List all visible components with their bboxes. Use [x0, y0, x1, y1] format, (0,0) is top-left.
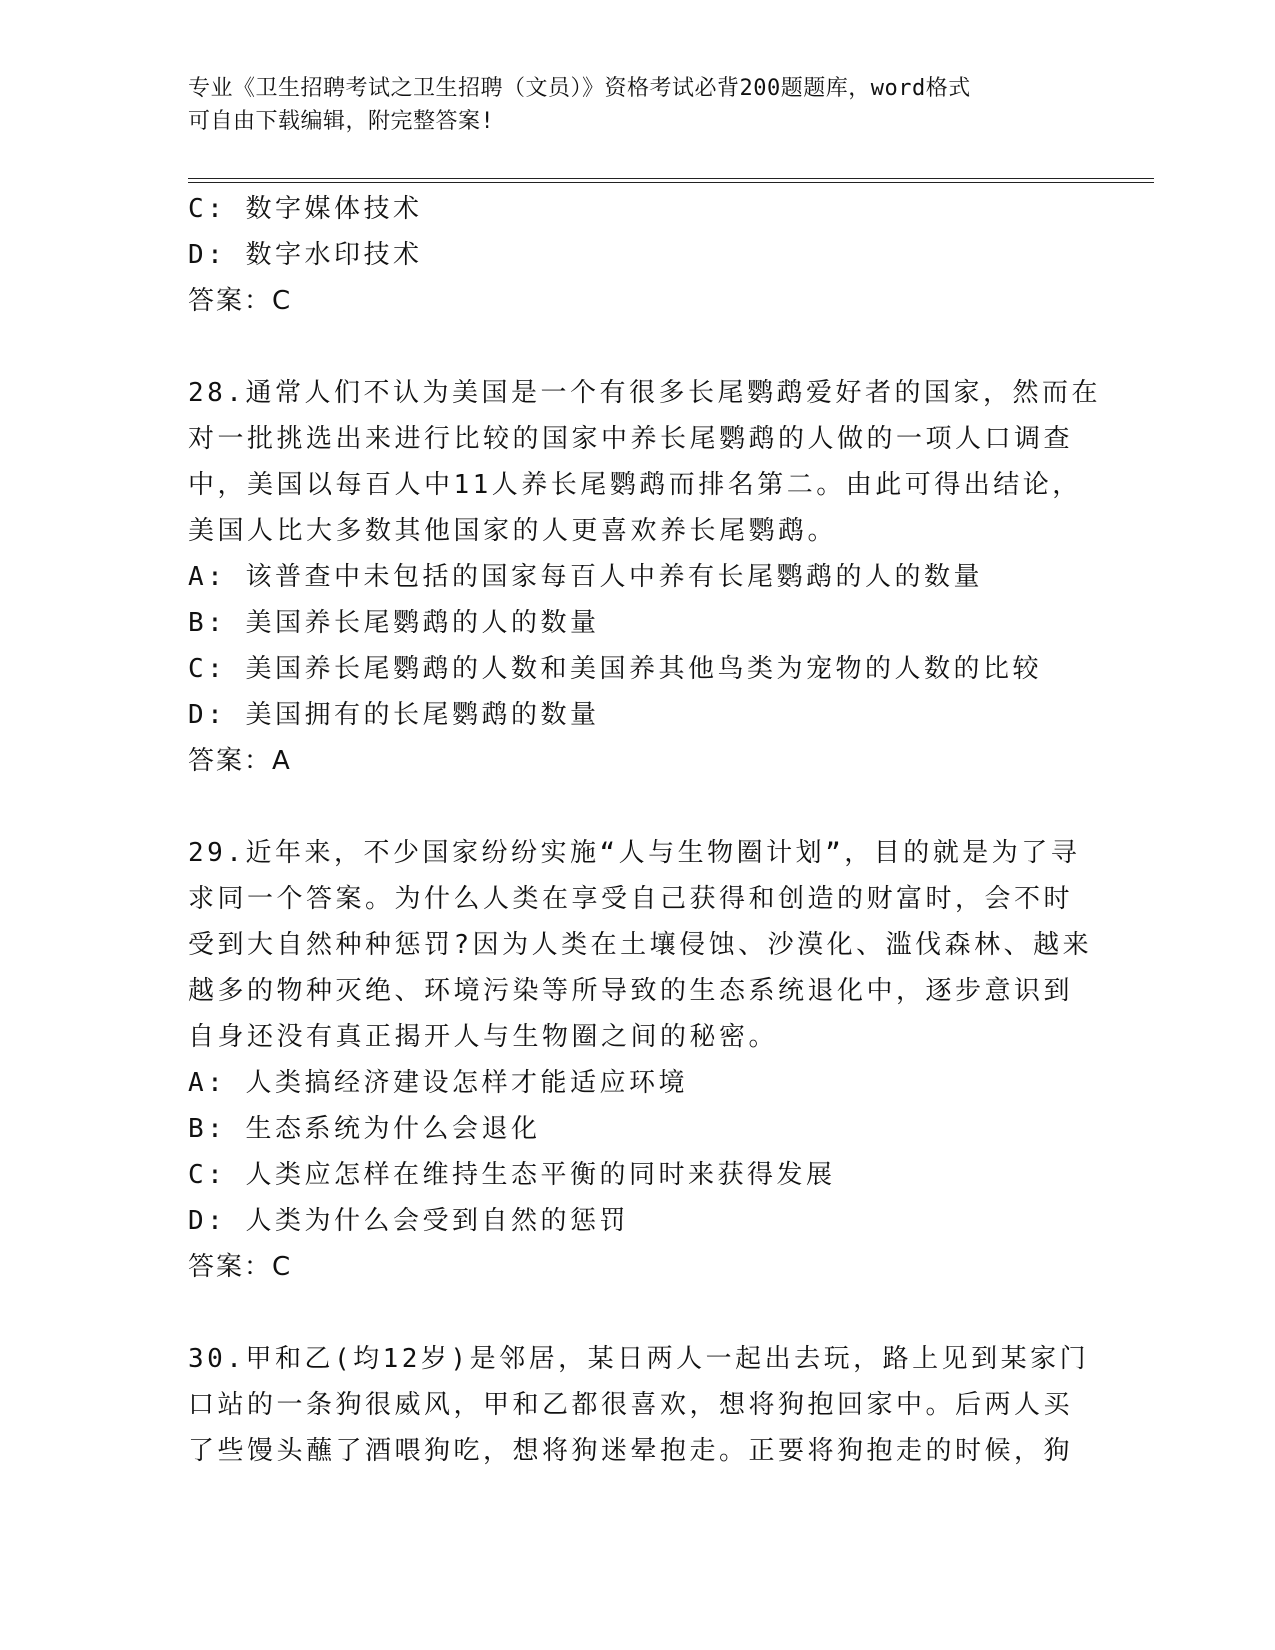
option-c: C: 美国养长尾鹦鹉的人数和美国养其他鸟类为宠物的人数的比较 — [188, 654, 1042, 684]
stem-line: 受到大自然种种惩罚?因为人类在土壤侵蚀、沙漠化、滥伐森林、越来 — [188, 930, 1093, 960]
header-line-2: 可自由下载编辑，附完整答案! — [188, 109, 495, 134]
prev-question-options — [188, 186, 1088, 278]
document-body — [188, 186, 1101, 1474]
stem-line: 自身还没有真正揭开人与生物圈之间的秘密。 — [188, 1022, 779, 1052]
header-rule-bottom — [188, 182, 1154, 183]
option-b: B: 美国养长尾鹦鹉的人的数量 — [188, 608, 600, 638]
stem-line: 对一批挑选出来进行比较的国家中养长尾鹦鹉的人做的一项人口调查 — [188, 424, 1074, 454]
question-options — [188, 1060, 1088, 1244]
stem-line: 了些馒头蘸了酒喂狗吃，想将狗迷晕抱走。正要将狗抱走的时候，狗 — [188, 1436, 1074, 1466]
option-d: D: 美国拥有的长尾鹦鹉的数量 — [188, 700, 600, 730]
stem-line: 美国人比大多数其他国家的人更喜欢养长尾鹦鹉。 — [188, 516, 838, 546]
question-30 — [188, 1336, 1088, 1474]
option-d: D: 人类为什么会受到自然的惩罚 — [188, 1206, 629, 1236]
option-c: C: 人类应怎样在维持生态平衡的同时来获得发展 — [188, 1160, 836, 1190]
answer-label: 答案：C — [188, 1252, 293, 1282]
stem-line: 中，美国以每百人中11人养长尾鹦鹉而排名第二。由此可得出结论， — [188, 470, 1082, 500]
stem-line: 求同一个答案。为什么人类在享受自己获得和创造的财富时，会不时 — [188, 884, 1074, 914]
stem-line: 30.甲和乙(均12岁)是邻居，某日两人一起出去玩，路上见到某家门 — [188, 1344, 1090, 1374]
option-b: B: 生态系统为什么会退化 — [188, 1114, 541, 1144]
answer-label: 答案：C — [188, 286, 293, 316]
document-header — [188, 72, 1088, 138]
option-c: C: 数字媒体技术 — [188, 194, 423, 224]
option-a: A: 该普查中未包括的国家每百人中养有长尾鹦鹉的人的数量 — [188, 562, 983, 592]
stem-line: 口站的一条狗很威风，甲和乙都很喜欢，想将狗抱回家中。后两人买 — [188, 1390, 1074, 1420]
stem-line: 越多的物种灭绝、环境污染等所导致的生态系统退化中，逐步意识到 — [188, 976, 1074, 1006]
question-stem — [188, 830, 1093, 1060]
question-28 — [188, 370, 1101, 784]
question-stem — [188, 370, 1101, 554]
header-rule-top — [188, 178, 1154, 179]
question-29 — [188, 830, 1093, 1290]
option-d: D: 数字水印技术 — [188, 240, 423, 270]
stem-line: 29.近年来，不少国家纷纷实施“人与生物圈计划”，目的就是为了寻 — [188, 838, 1081, 868]
answer-label: 答案：A — [188, 746, 292, 776]
question-stem — [188, 1336, 1090, 1474]
question-options — [188, 554, 1088, 738]
stem-line: 28.通常人们不认为美国是一个有很多长尾鹦鹉爱好者的国家，然而在 — [188, 378, 1101, 408]
header-line-1: 专业《卫生招聘考试之卫生招聘（文员）》资格考试必背200题题库，word格式 — [188, 76, 971, 101]
option-a: A: 人类搞经济建设怎样才能适应环境 — [188, 1068, 688, 1098]
